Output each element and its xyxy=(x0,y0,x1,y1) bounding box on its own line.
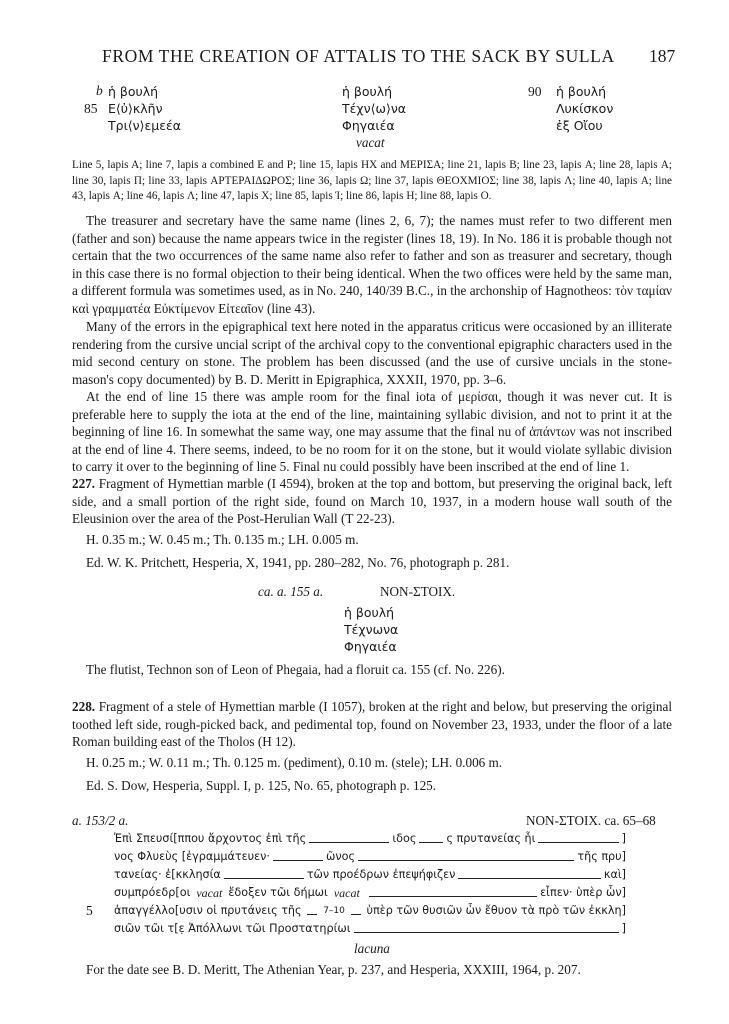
entry-228-style: ΝΟΝ-ΣΤΟΙΧ. ca. 65–68 xyxy=(526,813,656,828)
inscription-line: Τρι⟨ν⟩εμεέα xyxy=(108,118,181,133)
inscription-line: Τέχνωνα xyxy=(344,622,399,637)
entry-227-edition: Ed. W. K. Pritchett, Hesperia, X, 1941, pp. 280–282, No. 76, photograph p. 281. xyxy=(86,555,510,570)
lacuna-note: lacuna xyxy=(354,941,390,956)
commentary-paragraph-1: The treasurer and secretary have the same name (lines 2, 6, 7); the names must refer to two different men (father and son) because the name appears twice in the register (lines 18, 19). In No. 186 it is probable though not certain that the two occurrences of the same name also refer to father and son as treasurer and secretary, though in this case there is no formal objection to their being identical. When the two offices were held by the same man, a different formula was sometimes used, as in No. 240, 140/39 B.C., in the archonship of Hagnotheos: τὸν ταμίαν καὶ γραμματέα Εὐκτίμενον Εἰτεαῖον (line 43). xyxy=(72,213,672,316)
inscription-line: ἡ βουλή xyxy=(556,84,607,99)
inscription-line: Φηγαιέα xyxy=(342,118,395,133)
inscription-line: Ἐπὶ Σπευσί[ππου ἄρχοντος ἐπὶ τῆς ιδος ς πρυτανείας ἧι ] xyxy=(114,832,626,845)
inscription-line: Τέχν⟨ω⟩να xyxy=(342,101,407,116)
entry-228-edition: Ed. S. Dow, Hesperia, Suppl. I, p. 125, No. 65, photograph p. 125. xyxy=(86,778,437,793)
inscription-line: Φηγαιέα xyxy=(344,639,397,654)
inscription-line: ἡ βουλή xyxy=(342,84,393,99)
inscription-line: σιῶν τῶι τ[ε̣ Ἀπόλλωνι τῶι Προστατηρίωι ] xyxy=(114,922,626,935)
line-number-90: 90 xyxy=(528,84,542,99)
line-number-5: 5 xyxy=(86,903,93,918)
entry-number: 228. xyxy=(72,699,96,714)
line-number-85: 85 xyxy=(84,101,98,116)
entry-227-dimensions: H. 0.35 m.; W. 0.45 m.; Th. 0.135 m.; LH. 0.005 m. xyxy=(86,532,359,547)
inscription-line: ἡ βουλή xyxy=(108,84,159,99)
inscription-line: Ε⟨ὐ⟩κλῆν xyxy=(108,101,163,116)
apparatus-criticus: Line 5, lapis A; line 7, lapis a combined E and P; line 15, lapis ΗΧ and ΜΕΡΙΣΑ; line 21, lapis Β; line 23, lapis Α; line 28, lapis Α; line 30, lapis Π; line 33, lapis ΑΡΤΕΡΑΙΔΩΡΟΣ; line 36, lapis Ω; line 37, lapis ΘΕΟΧΜΙΟΣ; line 38, lapis Λ; line 40, lapis Α; line 43, lapis Α; line 46, lapis Λ; line 47, lapis Χ; line 85, lapis Ί; line 86, lapis Η; line 88, lapis Ο. xyxy=(72,159,672,202)
entry-227-description: 227. Fragment of Hymettian marble (I 4594), broken at the top and bottom, but preserving the original back, left side, and a small portion of the right side, found on March 10, 1937, in a modern house wall south of the Eleusinion over the area of the Post-Herulian Wall (T 22-23). xyxy=(72,476,672,526)
commentary-paragraph-3: At the end of line 15 there was ample room for the final iota of μερίσαι, though it was never cut. It is preferable here to supply the iota at the end of the line, maintaining syllabic division, and not to print it at the beginning of line 16. In somewhat the same way, one may assume that the final nu of ἁπάντων was not inscribed at the end of line 4. There seems, indeed, to be no room for it on the stone, but it would violate syllabic division to carry it over to the beginning of line 5. Final nu could possibly have been inscribed at the end of line 1. xyxy=(72,389,672,474)
entry-number: 227. xyxy=(72,476,96,491)
entry-228-description: 228. Fragment of a stele of Hymettian marble (I 1057), broken at the right and below, but preserving the original toothed left side, rough-picked back, and pedimental top, found on November 23, 1933, under the floor of a late Roman building east of the Tholos (H 12). xyxy=(72,699,672,749)
entry-228-inscription xyxy=(86,830,626,938)
entry-228-dimensions: H. 0.25 m.; W. 0.11 m.; Th. 0.125 m. (pediment), 0.10 m. (stele); LH. 0.006 m. xyxy=(86,755,503,770)
entry-228-date: a. 153/2 a. xyxy=(72,813,129,828)
inscription-line: ἡ βουλή xyxy=(344,605,395,620)
inscription-line: νος Φλυεὺς [ἐγραμμάτευεν· ῶνος τῆς πρυ] xyxy=(114,850,626,863)
inscription-line: τανείας· ἐ[κκλησία τῶν προέδρων ἐπεψήφιζεν καὶ] xyxy=(114,868,626,881)
entry-227-comment: The flutist, Technon son of Leon of Phegaia, had a floruit ca. 155 (cf. No. 226). xyxy=(86,662,505,677)
inscription-line: Λυκίσκον xyxy=(556,101,614,116)
commentary-paragraph-2: Many of the errors in the epigraphical text here noted in the apparatus criticus were occasioned by an illiterate rendering from the cursive uncial script of the archival copy to the conventional epigraphic characters used in the mid second century on stone. The problem has been discussed (and the use of cursive uncials in the stone-mason's copy documented) by B. D. Meritt in Epigraphica, XXXII, 1970, pp. 3–6. xyxy=(72,319,672,387)
inscription-line: συμπρόεδρ[οι vacat ἔδοξεν τῶι δήμωι vacat εἶπεν· ὑπὲρ ὧν] xyxy=(114,886,626,900)
entry-227-style: ΝΟΝ-ΣΤΟΙΧ. xyxy=(380,584,456,599)
page-number: 187 xyxy=(649,46,676,66)
vacat-note: vacat xyxy=(356,135,385,150)
entry-227-date: ca. a. 155 a. xyxy=(258,584,324,599)
entry-228-comment: For the date see B. D. Meritt, The Athenian Year, p. 237, and Hesperia, XXXIII, 1964, p. 207. xyxy=(86,962,581,977)
column-mark: b xyxy=(96,83,103,98)
inscription-line: ἐξ Οἴου xyxy=(556,118,603,133)
running-head: FROM THE CREATION OF ATTALIS TO THE SACK BY SULLA xyxy=(102,46,615,66)
inscription-line: 5 ἀπαγγέλλο[υσιν οἱ πρυτάνεις τῆς 7–10 ὑπὲρ τῶν θυσιῶν ὧν ἔθυον τὰ πρὸ τῶν ἐκκλη] xyxy=(86,903,626,918)
